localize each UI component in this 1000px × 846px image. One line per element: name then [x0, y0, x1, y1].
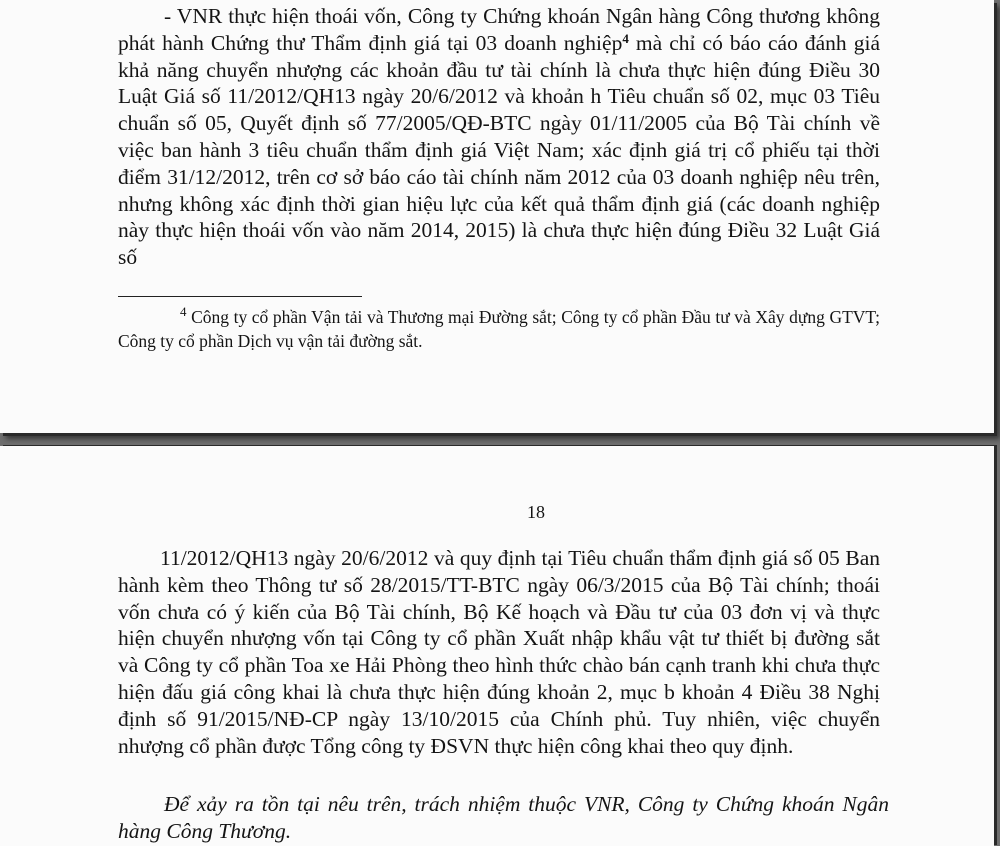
paragraph-continuation: 11/2012/QH13 ngày 20/6/2012 và quy định tại Tiêu chuẩn thẩm định giá số 05 Ban hành kèm theo Thông tư số 28/2015/TT-BTC ngày 06/3/2015 của Bộ Tài chính; thoái vốn chưa có ý kiến của Bộ Tài chính, Bộ Kế hoạch và Đầu tư của 03 đơn vị và thực hiện chuyển nhượng vốn tại Công ty cổ phần Xuất nhập khẩu vật tư thiết bị đường sắt và Công ty cổ phần Toa xe Hải Phòng theo hình thức chào bán cạnh tranh khi chưa thực hiện đấu giá công khai là chưa thực hiện đúng khoản 2, mục b khoản 4 Điều 38 Nghị định số 91/2015/NĐ-CP ngày 13/10/2015 của Chính phủ. Tuy nhiên, việc chuyển nhượng cổ phần được Tổng công ty ĐSVN thực hiện công khai theo quy định.	[118, 546, 880, 758]
footnote-text: Công ty cổ phần Vận tải và Thương mại Đường sắt; Công ty cổ phần Đầu tư và Xây dựng GTVT; Công ty cổ phần Dịch vụ vận tải đường sắt.	[118, 307, 880, 351]
page-number: 18	[527, 502, 545, 522]
footnote-number: 4	[180, 304, 187, 319]
paragraph-divestment-findings	[118, 3, 880, 271]
paragraph-text-after-ref: mà chỉ có báo cáo đánh giá khả năng chuyển nhượng các khoản đầu tư tài chính là chưa thực hiện đúng Điều 30 Luật Giá số 11/2012/QH13 ngày 20/6/2012 và khoản h Tiêu chuẩn số 02, mục 03 Tiêu chuẩn số 05, Quyết định số 77/2005/QĐ-BTC ngày 01/11/2005 của Bộ Tài chính về việc ban hành 3 tiêu chuẩn thẩm định giá Việt Nam; xác định giá trị cổ phiếu tại thời điểm 31/12/2012, trên cơ sở báo cáo tài chính năm 2012 của 03 doanh nghiệp nêu trên, nhưng không xác định thời gian hiệu lực của kết quả thẩm định giá (các doanh nghiệp này thực hiện thoái vốn vào năm 2014, 2015) là chưa thực hiện đúng Điều 32 Luật Giá số	[118, 30, 881, 270]
paragraph-responsibility: Để xảy ra tồn tại nêu trên, trách nhiệm thuộc VNR, Công ty Chứng khoán Ngân hàng Công Thương.	[118, 792, 889, 843]
footnote-separator	[118, 296, 362, 297]
footnote-reference: 4	[622, 30, 629, 46]
paragraph-text-before-ref: - VNR thực hiện thoái vốn, Công ty Chứng khoán Ngân hàng Công thương không phát hành Chứng thư Thẩm định giá tại 03 doanh nghiệp	[118, 4, 880, 55]
footnote	[118, 306, 880, 353]
